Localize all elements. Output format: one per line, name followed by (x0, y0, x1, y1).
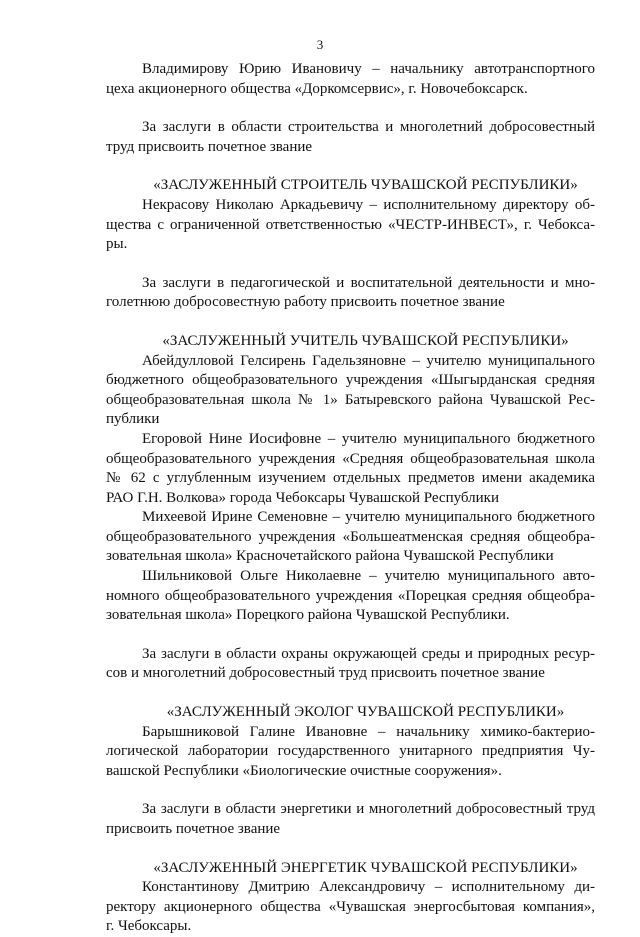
award-intro-energy (106, 800, 595, 839)
text-line: Владимирову Юрию Ивановичу – начальнику автотранспортного (142, 61, 595, 77)
text-line: логической лаборатории государственного унитарного предприятия Чу- (106, 743, 595, 760)
text-line: За заслуги в области энергетики и многолетний добросовестный труд (142, 801, 595, 818)
text-line: щества с ограниченной ответственностью «ЧЕСТР-ИНВЕСТ», г. Чебокса- (106, 216, 595, 233)
text-line: сов и многолетний добросовестный труд присвоить почетное звание (106, 665, 545, 682)
award-intro-teaching (106, 274, 595, 313)
document-body (106, 60, 595, 937)
text-line: присвоить почетное звание (106, 821, 281, 837)
text-line: голетнюю добросовестную работу присвоить почетное звание (106, 294, 505, 311)
award-recipient-baryshnikova (106, 723, 595, 782)
text-line: За заслуги в педагогической и воспитательной деятельности и мно- (142, 274, 595, 291)
text-line: общеобразовательная школа № 1» Батыревского района Чувашской Рес- (106, 391, 595, 408)
award-intro-construction (106, 118, 595, 157)
text-line: публики (106, 411, 160, 428)
text-line: цеха акционерного общества «Доркомсервис», г. Новочебоксарск. (106, 80, 528, 97)
text-line: зовательная школа» Порецкого района Чувашской Республики. (106, 607, 510, 624)
award-recipient-mikheeva (106, 508, 595, 567)
text-line: общеобразовательного учреждения «Средняя общеобразовательная школа (106, 450, 595, 467)
text-line: общеобразовательного учреждения «Большеатменская средняя общеобра- (106, 528, 595, 545)
text-line: Абейдулловой Гелсирень Гадельзяновне – учителю муниципального (142, 352, 595, 369)
award-recipient-egorova (106, 430, 595, 508)
award-recipient-abeydullova (106, 352, 595, 430)
text-line: Некрасову Николаю Аркадьевичу – исполнительному директору об- (142, 196, 595, 213)
text-line: зовательная школа» Красночетайского района Чувашской Республики (106, 548, 554, 565)
award-recipient-vladimirov (106, 60, 595, 99)
award-recipient-shilnikova (106, 567, 595, 626)
text-line: труд присвоить почетное звание (106, 138, 313, 155)
text-line: Барышниковой Галине Ивановне – начальнику химико-бактерио- (142, 723, 595, 740)
page-number: 3 (316, 37, 324, 52)
text-line: ректору акционерного общества «Чувашская энергосбытовая компания», (106, 898, 595, 915)
title-heading-builder: «ЗАСЛУЖЕННЫЙ СТРОИТЕЛЬ ЧУВАШСКОЙ РЕСПУБЛИКИ» (153, 177, 578, 194)
text-line: Шильниковой Ольге Николаевне – учителю муниципального авто- (142, 568, 595, 585)
text-line: № 62 с углубленным изучением отдельных предметов имени академика (106, 470, 595, 487)
text-line: РАО Г.Н. Волкова» города Чебоксары Чувашской Республики (106, 489, 499, 506)
text-line: Михеевой Ирине Семеновне – учителю муниципального бюджетного (142, 509, 595, 526)
award-recipient-nekrasov (106, 196, 595, 255)
title-heading-ecologist: «ЗАСЛУЖЕННЫЙ ЭКОЛОГ ЧУВАШСКОЙ РЕСПУБЛИКИ» (166, 704, 565, 721)
text-line: Егоровой Нине Иосифовне – учителю муниципального бюджетного (142, 430, 595, 447)
title-heading-energy: «ЗАСЛУЖЕННЫЙ ЭНЕРГЕТИК ЧУВАШСКОЙ РЕСПУБЛИКИ» (153, 859, 578, 876)
text-line: г. Чебоксары. (106, 918, 192, 935)
text-line: За заслуги в области охраны окружающей среды и природных ресур- (142, 645, 595, 662)
text-line: ры. (106, 236, 128, 253)
text-line: бюджетного общеобразовательного учреждения «Шыгырданская средняя (106, 372, 595, 389)
text-line: номного общеобразовательного учреждения «Порецкая средняя общеобра- (106, 587, 595, 604)
award-recipient-konstantinov (106, 878, 595, 937)
text-line: Константинову Дмитрию Александровичу – исполнительному ди- (142, 879, 595, 896)
title-heading-teacher: «ЗАСЛУЖЕННЫЙ УЧИТЕЛЬ ЧУВАШСКОЙ РЕСПУБЛИКИ» (162, 332, 569, 349)
text-line: За заслуги в области строительства и многолетний добросовестный (142, 119, 595, 136)
text-line: вашской Республики «Биологические очистные сооружения». (106, 762, 502, 779)
award-intro-ecology (106, 645, 595, 684)
